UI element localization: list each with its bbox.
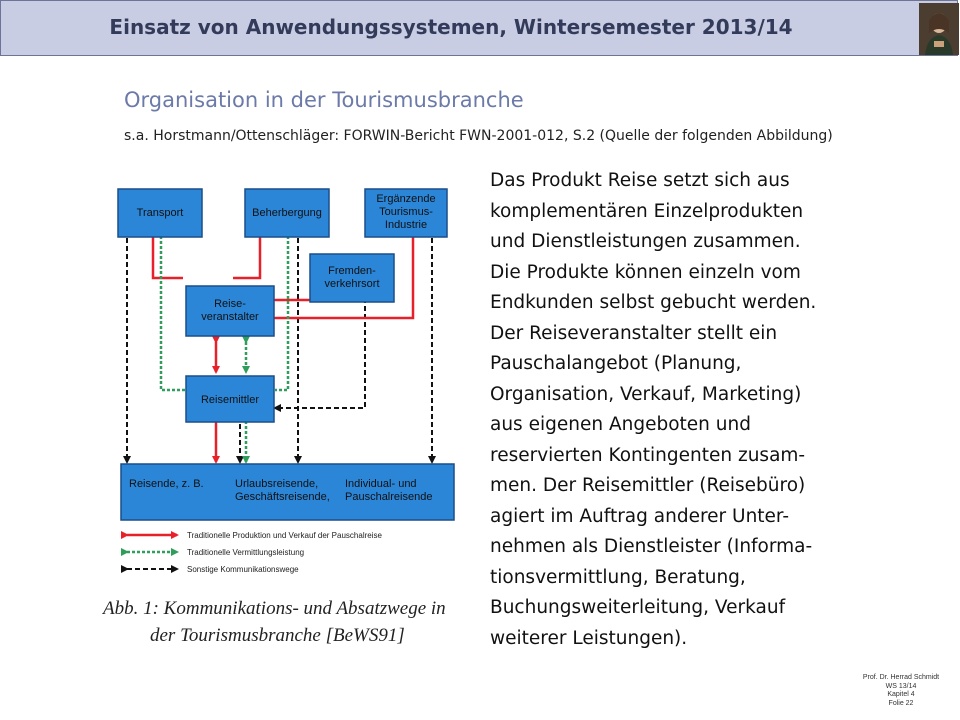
node-beherbergung-label: Beherbergung (252, 207, 322, 219)
green-beherbergung-mittler (275, 236, 288, 390)
node-reisemittler-label: Reisemittler (200, 394, 260, 406)
slide-footer (846, 674, 956, 708)
body-text: Das Produkt Reise setzt sich aus komplementären Einzelprodukten und Dienstleistungen zusammen. Die Produkte können einzeln vom Endkunden selbst gebucht werden. Der Reiseveranstalter stellt ein Pauschalangebot (Planung, Organisation, Verkauf, Marketing) aus eigenen Angeboten und reservierten Kontingenten zusam- men. Der Reisemittler (Reisebüro) agiert im Auftrag anderer Unter- nehmen als Dienstleister (Informa- tionsvermittlung, Beratung, Buchungsweiterleitung, Verkauf weiterer Leistungen). (490, 170, 817, 649)
node-ergaenzende-label-2: Tourismus- (379, 206, 433, 218)
node-ergaenzende-label-1: Ergänzende (376, 193, 436, 205)
slide-title: Organisation in der Tourismusbranche (124, 88, 524, 112)
node-veranstalter-label-1: Reise- (214, 298, 246, 310)
diagram-legend (127, 531, 382, 574)
node-fremden-label-2: verkehrsort (324, 278, 380, 290)
header-title: Einsatz von Anwendungssystemen, Wintersemester 2013/14 (109, 15, 793, 39)
source-note: s.a. Horstmann/Ottenschläger: FORWIN-Bericht FWN-2001-012, S.2 (Quelle der folgenden Abbildung) (124, 128, 833, 144)
portrait-image (919, 3, 959, 55)
node-veranstalter-label-2: veranstalter (201, 311, 259, 323)
legend-black-label: Sonstige Kommunikationswege (187, 565, 299, 574)
diagram-caption-2: der Tourismusbranche [BeWS91] (150, 625, 405, 646)
node-ergaenzende-label-3: Industrie (384, 219, 428, 231)
node-reisende-col2-1: Urlaubsreisende, (235, 478, 319, 490)
footer-author: Prof. Dr. Herrad Schmidt (862, 674, 940, 681)
node-transport-label: Transport (136, 207, 184, 219)
footer-slide-number: Folie 22 (888, 699, 914, 707)
green-transport-mittler (161, 236, 185, 390)
node-reisende-col1: Reisende, z. B. (129, 478, 204, 490)
diagram-caption-1: Abb. 1: Kommunikations- und Absatzwege in (103, 598, 446, 619)
node-reisende-col2-2: Geschäftsreisende, (235, 491, 330, 503)
legend-green-label: Traditionelle Vermittlungsleistung (187, 548, 305, 557)
slide-header (0, 0, 958, 56)
node-reisende-col3-2: Pauschalreisende (345, 491, 433, 503)
red-fremden-veranstalter (275, 298, 313, 300)
node-reisende-col3-1: Individual- und (345, 478, 417, 490)
footer-semester: WS 13/14 (885, 682, 917, 690)
node-fremden-label-1: Fremden- (328, 265, 376, 277)
footer-chapter: Kapitel 4 (887, 691, 915, 698)
tourism-diagram (95, 168, 475, 653)
legend-red-label: Traditionelle Produktion und Verkauf der Pauschalreise (187, 531, 382, 540)
